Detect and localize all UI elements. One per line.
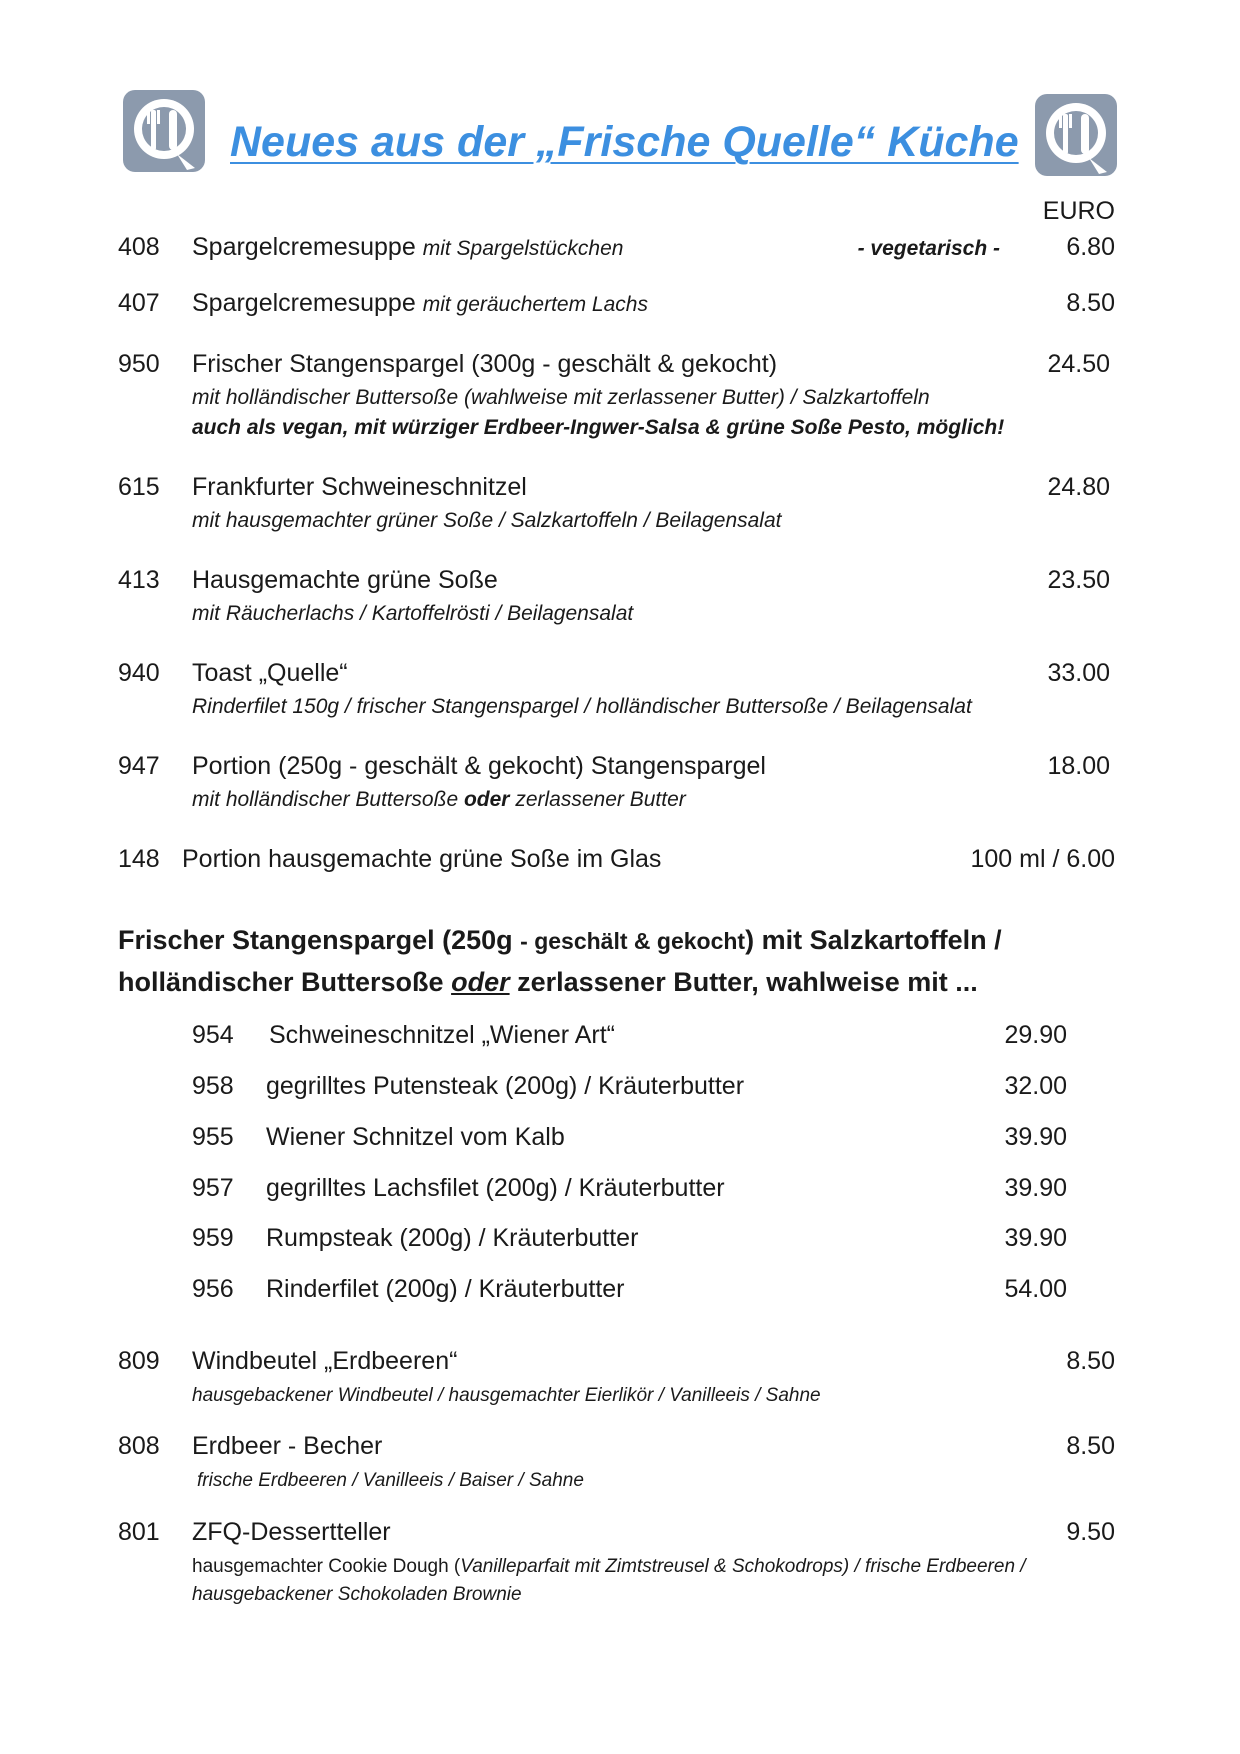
sub-item-name: gegrilltes Lachsfilet (200g) / Kräuterbutter [266, 1174, 725, 1202]
sub-item-price: 39.90 [1004, 1174, 1067, 1202]
sub-item-number: 957 [192, 1174, 234, 1202]
item-name: Frankfurter Schweineschnitzel [192, 473, 527, 501]
currency-label: EURO [1042, 197, 1115, 225]
item-price: 8.50 [1066, 289, 1115, 317]
item-number: 615 [118, 473, 160, 501]
dessert-price: 9.50 [1066, 1518, 1115, 1546]
sub-item-name: Schweineschnitzel „Wiener Art“ [269, 1021, 615, 1049]
item-name: Hausgemachte grüne Soße [192, 566, 498, 594]
sub-item-name: Rumpsteak (200g) / Kräuterbutter [266, 1224, 639, 1252]
item-number: 148 [118, 845, 160, 873]
item-name: Portion (250g - geschält & gekocht) Stangenspargel [192, 752, 766, 780]
dessert-description: frische Erdbeeren / Vanilleeis / Baiser / Sahne [197, 1470, 584, 1491]
item-description: Rinderfilet 150g / frischer Stangenspargel / holländischer Buttersoße / Beilagensalat [192, 695, 972, 718]
section-heading: Frischer Stangenspargel (250g - geschält & gekocht) mit Salzkartoffeln / holländischer Buttersoße oder zerlassener Butter, wahlweise mit ... [118, 925, 1002, 997]
sub-item-price: 32.00 [1004, 1072, 1067, 1100]
item-description: mit hausgemachter grüner Soße / Salzkartoffeln / Beilagensalat [192, 509, 782, 532]
item-number: 947 [118, 752, 160, 780]
item-price: 33.00 [1047, 659, 1110, 687]
dessert-number: 801 [118, 1518, 160, 1546]
item-price: 100 ml / 6.00 [970, 845, 1115, 873]
restaurant-logo-left-icon [121, 88, 207, 174]
item-number: 413 [118, 566, 160, 594]
item-price: 23.50 [1047, 566, 1110, 594]
sub-item-price: 54.00 [1004, 1275, 1067, 1303]
sub-item-number: 954 [192, 1021, 234, 1049]
vegetarian-tag: - vegetarisch - [857, 237, 1000, 260]
dessert-price: 8.50 [1066, 1432, 1115, 1460]
dessert-price: 8.50 [1066, 1347, 1115, 1375]
sub-item-name: gegrilltes Putensteak (200g) / Kräuterbutter [266, 1072, 745, 1100]
item-description: mit holländischer Buttersoße oder zerlassener Butter [192, 788, 686, 811]
dessert-description-line2: hausgebackener Schokoladen Brownie [192, 1584, 522, 1605]
item-name: Spargelcremesuppe mit geräuchertem Lachs [192, 289, 648, 317]
sub-item-number: 959 [192, 1224, 234, 1252]
item-price: 6.80 [1066, 233, 1115, 261]
sub-item-number: 958 [192, 1072, 234, 1100]
sub-item-price: 39.90 [1004, 1123, 1067, 1151]
dessert-name: Erdbeer - Becher [192, 1432, 383, 1460]
dessert-name: Windbeutel „Erdbeeren“ [192, 1347, 458, 1375]
sub-item-number: 956 [192, 1275, 234, 1303]
dessert-description: hausgebackener Windbeutel / hausgemachter Eierlikör / Vanilleeis / Sahne [192, 1385, 821, 1406]
page-title: Neues aus der „Frische Quelle“ Küche [230, 118, 1019, 166]
item-number: 408 [118, 233, 160, 261]
dessert-number: 809 [118, 1347, 160, 1375]
restaurant-logo-right-icon [1033, 92, 1119, 178]
sub-item-price: 39.90 [1004, 1224, 1067, 1252]
dessert-description: hausgemachter Cookie Dough (Vanilleparfait mit Zimtstreusel & Schokodrops) / frische Erdbeeren / [192, 1556, 1026, 1577]
item-price: 24.50 [1047, 350, 1110, 378]
item-name: Frischer Stangenspargel (300g - geschält & gekocht) [192, 350, 778, 378]
vegan-note: auch als vegan, mit würziger Erdbeer-Ingwer-Salsa & grüne Soße Pesto, möglich! [192, 416, 1005, 439]
dessert-number: 808 [118, 1432, 160, 1460]
item-price: 24.80 [1047, 473, 1110, 501]
sub-item-price: 29.90 [1004, 1021, 1067, 1049]
sub-item-name: Rinderfilet (200g) / Kräuterbutter [266, 1275, 625, 1303]
item-description: mit Räucherlachs / Kartoffelrösti / Beilagensalat [192, 602, 634, 625]
item-number: 940 [118, 659, 160, 687]
item-price: 18.00 [1047, 752, 1110, 780]
item-name: Toast „Quelle“ [192, 659, 348, 687]
sub-item-number: 955 [192, 1123, 234, 1151]
dessert-name: ZFQ-Dessertteller [192, 1518, 391, 1546]
item-number: 407 [118, 289, 160, 317]
item-name: Portion hausgemachte grüne Soße im Glas [182, 845, 662, 873]
item-name: Spargelcremesuppe mit Spargelstückchen [192, 233, 624, 261]
item-number: 950 [118, 350, 160, 378]
sub-item-name: Wiener Schnitzel vom Kalb [266, 1123, 565, 1151]
item-description: mit holländischer Buttersoße (wahlweise mit zerlassener Butter) / Salzkartoffeln [192, 386, 930, 409]
